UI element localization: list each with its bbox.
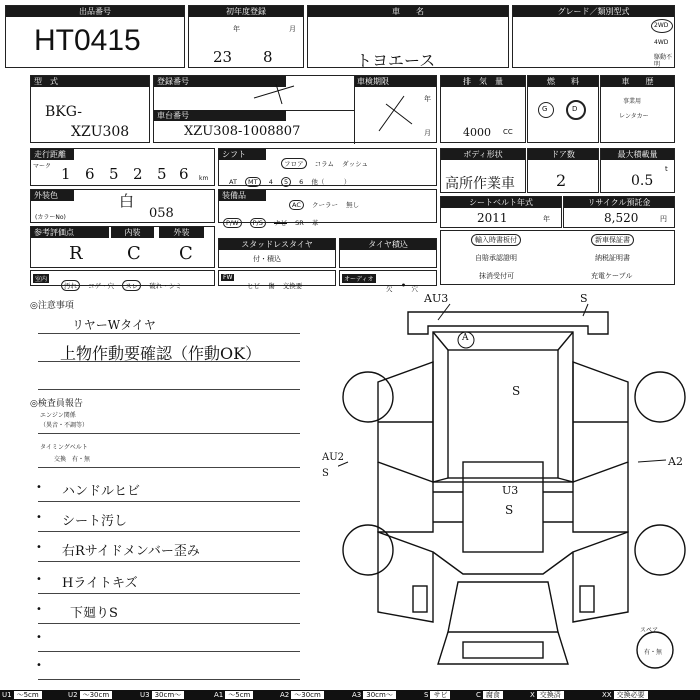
inspector-item: 下廻りS	[70, 606, 118, 621]
color-label: 外装色	[31, 190, 74, 201]
equipment-label: 装備品	[219, 190, 266, 201]
grade-label: グレード／類別型式	[513, 6, 674, 17]
first-registration-month: 8	[263, 48, 273, 66]
audio-box	[339, 270, 437, 295]
displacement-box	[440, 75, 526, 143]
interior-label: 内装	[111, 227, 154, 238]
inspector-line	[38, 622, 300, 624]
inspector-line	[38, 530, 300, 532]
evaluation-score: R	[69, 243, 83, 264]
body-type: 高所作業車	[445, 176, 515, 192]
mileage-digit: 6	[85, 165, 95, 183]
meter-mark-label: マーク	[33, 163, 52, 170]
legend-item: U1 ～5cm	[0, 690, 42, 700]
legend-item: XX 交換必要	[600, 690, 648, 700]
chassis-label: 車台番号	[154, 110, 286, 121]
documents-box	[440, 230, 675, 285]
room-burn: コゲ・穴	[88, 282, 115, 290]
notes-line1: リヤーWタイヤ	[72, 318, 156, 332]
shift-at: AT	[229, 178, 237, 186]
fw-crack: ヒビ	[247, 282, 260, 290]
equip-pw: P/W	[223, 218, 242, 228]
load: 0.5	[631, 173, 654, 189]
load-label: 最大積載量	[601, 149, 674, 160]
legend-item: U2 ～30cm	[66, 690, 112, 700]
doc-cancel: 抹消受付可	[479, 272, 514, 280]
drive-unknown: 駆動不明	[654, 54, 673, 68]
equip-leather: 革	[311, 219, 319, 227]
inspector-line	[38, 678, 300, 680]
bullet: •	[36, 482, 42, 493]
recycle-amount: 8,520	[604, 211, 639, 225]
notes-line	[38, 388, 300, 390]
displacement: 4000	[463, 126, 491, 139]
model-line2: XZU308	[71, 124, 130, 140]
body-type-box	[440, 148, 526, 193]
mileage-digit: 2	[133, 165, 143, 183]
room-dirty: 汚れ	[61, 280, 80, 291]
history-label: 車 歴	[601, 76, 674, 87]
legend-item: A3 30cm～	[350, 690, 396, 700]
km-unit: km	[199, 175, 209, 182]
seatbelt-year: 2011	[477, 211, 508, 225]
shift-5: 5	[281, 177, 291, 187]
legend-item: X 交換済	[528, 690, 564, 700]
recycle-unit: 円	[660, 215, 667, 223]
timing-label: タイミングベルト	[40, 444, 88, 451]
inspector-line	[38, 466, 300, 468]
color-box	[30, 189, 215, 223]
inspector-line	[38, 432, 300, 434]
drive-4wd: 4WD	[654, 39, 669, 46]
spare-label: スペア	[640, 627, 659, 634]
evaluation-label: 参考評価点	[31, 227, 109, 238]
exterior-label: 外装	[159, 227, 204, 238]
year-unit: 年	[233, 25, 240, 33]
legend-item: U3 30cm～	[138, 690, 184, 700]
bullet: •	[36, 542, 42, 553]
inspector-item: Hライトキズ	[62, 576, 138, 591]
legend-item: A2 ～30cm	[278, 690, 324, 700]
room-box	[30, 270, 215, 290]
mileage-digit: 5	[109, 165, 119, 183]
lot-number: HT0415	[34, 24, 141, 57]
audio-label: オーディオ	[344, 276, 374, 283]
fw-options	[247, 273, 305, 292]
registration-label: 登録番号	[154, 76, 286, 87]
equip-cooler: クーラー	[311, 201, 338, 209]
cc-unit: CC	[503, 128, 513, 136]
damage-mark-s-frame: S	[505, 503, 514, 517]
audio-options: 欠 ・穴	[386, 276, 419, 295]
room-options	[61, 273, 185, 292]
room-label: 室内	[35, 276, 48, 283]
fuel-d: D	[572, 105, 578, 113]
studless-label: スタッドレスタイヤ	[219, 239, 335, 250]
fuel-g: G	[542, 105, 548, 113]
equip-ac: AC	[289, 200, 304, 210]
body-type-label: ボディ形状	[441, 149, 525, 160]
studless-attached: 付	[253, 255, 260, 263]
exterior-score: C	[179, 243, 193, 264]
doc-charge-cable: 充電ケーブル	[591, 272, 633, 280]
audio-hole: 穴	[411, 285, 419, 293]
tire-load-label: タイヤ積込	[340, 239, 436, 250]
seatbelt-box	[440, 196, 562, 228]
room-tear: 破れ・シミ	[149, 282, 182, 290]
shift-floor: フロア	[281, 158, 307, 169]
inspection-label: 車検期限	[354, 76, 436, 87]
fw-replace: 交換要	[282, 282, 303, 290]
chassis-number: XZU308-1008807	[184, 124, 301, 139]
doors: 2	[556, 171, 567, 190]
drive-2wd: 2WD	[654, 22, 669, 29]
displacement-label: 排 気 量	[441, 76, 525, 87]
bullet: •	[36, 660, 42, 671]
legend-item: C 腐食	[474, 690, 503, 700]
recycle-label: リサイクル預託金	[564, 197, 674, 208]
bullet: •	[36, 632, 42, 643]
shift-options-row2	[229, 169, 353, 188]
equipment-row2	[223, 210, 321, 229]
shift-mt: MT	[245, 177, 261, 187]
spare-options: 有・無	[644, 649, 663, 656]
shift-other: 他（ ）	[311, 178, 351, 186]
mileage-digit: 5	[157, 165, 167, 183]
studless-options: 付・積込	[253, 255, 281, 263]
inspector-item: 右Rサイドメンバー歪み	[62, 544, 200, 559]
shift-label: シフト	[219, 149, 266, 160]
room-scratch: スレ	[122, 280, 141, 291]
doc-insurance: 自賠承認證明	[475, 254, 517, 262]
fw-label: FW	[223, 274, 233, 281]
damage-mark-s-rear: S	[580, 292, 588, 305]
inspection-year-unit: 年	[424, 95, 431, 103]
doc-tax: 納税証明書	[595, 254, 630, 262]
bullet: •	[36, 604, 42, 615]
inspector-title: ◎検査員報告	[30, 399, 83, 409]
seatbelt-year-unit: 年	[543, 215, 550, 223]
equipment-box	[218, 189, 437, 227]
model-box	[30, 75, 150, 143]
first-registration-box	[188, 5, 304, 68]
damage-mark-a: A	[462, 333, 469, 343]
damage-mark-au2: AU2	[322, 452, 345, 463]
inspector-line	[38, 500, 300, 502]
lot-number-box	[5, 5, 185, 68]
fuel-label: 燃 料	[528, 76, 598, 87]
car-name: トヨエース	[356, 51, 436, 70]
studless-loaded: 積込	[267, 255, 281, 263]
color: 白	[119, 192, 135, 210]
engine-sub: （異音・不調等）	[40, 422, 89, 429]
color-code-label: (カラーNo)	[35, 214, 66, 221]
equip-none: 無し	[346, 201, 360, 209]
damage-mark-a2: A2	[668, 455, 683, 468]
mileage-label: 走行距離	[31, 149, 74, 160]
car-name-box	[307, 5, 509, 68]
load-unit: t	[665, 165, 668, 173]
doc-warranty: 新車保証書	[591, 234, 634, 246]
first-registration-year: 23	[213, 48, 233, 66]
bullet: •	[36, 512, 42, 523]
bullet: •	[36, 574, 42, 585]
inspector-item: シート汚し	[62, 514, 128, 529]
shift-6: 6	[299, 178, 304, 186]
engine-label: エンジン関係	[40, 412, 76, 419]
timing-sub: 交換 有・無	[54, 456, 91, 463]
month-unit: 月	[289, 25, 296, 33]
mileage-digit: 6	[179, 165, 189, 183]
shift-4: 4	[268, 178, 273, 186]
mileage-digit: 1	[61, 165, 71, 183]
equip-sr: SR	[295, 219, 304, 227]
model-line1: BKG-	[45, 104, 82, 120]
equipment-row1	[289, 192, 362, 211]
shift-dash: ダッシュ	[342, 160, 368, 168]
doc-import-plate: 輸入時書板付	[471, 234, 521, 246]
history-box	[600, 75, 675, 143]
equip-navi: ナビ	[273, 219, 287, 227]
seatbelt-label: シートベルト年式	[441, 197, 561, 208]
damage-mark-au3: AU3	[424, 292, 449, 305]
shift-column: コラム	[314, 160, 335, 168]
recycle-box	[563, 196, 675, 228]
equip-ps: P/S	[250, 218, 266, 228]
mileage-box	[30, 148, 215, 186]
legend-item: S サビ	[422, 690, 450, 700]
inspection-month-unit: 月	[424, 129, 431, 137]
lot-number-label: 出品番号	[6, 6, 184, 17]
grade-box	[512, 5, 675, 68]
inspector-item: ハンドルヒビ	[62, 484, 141, 499]
legend-item: A1 ～5cm	[212, 690, 253, 700]
fw-box	[218, 270, 336, 290]
fuel-box	[527, 75, 599, 143]
shift-box	[218, 148, 437, 186]
interior-score: C	[127, 243, 141, 264]
inspector-line	[38, 560, 300, 562]
evaluation-box	[30, 226, 215, 268]
inspector-line	[38, 592, 300, 594]
damage-mark-s-bed: S	[512, 384, 521, 398]
registration-box	[153, 75, 437, 143]
tire-load-box	[339, 238, 437, 268]
doors-label: ドア数	[528, 149, 598, 160]
first-registration-label: 初年度登録	[189, 6, 303, 17]
fw-scratch: 傷	[268, 282, 275, 290]
model-label: 型 式	[31, 76, 149, 87]
damage-mark-s-left: S	[322, 468, 329, 479]
doors-box	[527, 148, 599, 193]
notes-line2: 上物作動要確認（作動OK）	[60, 344, 262, 363]
color-code: 058	[149, 206, 174, 221]
damage-mark-u3: U3	[502, 484, 519, 497]
notes-title: ◎注意事項	[30, 301, 74, 311]
history-business: 事業用	[623, 98, 642, 105]
studless-box	[218, 238, 336, 268]
audio-missing: 欠	[386, 285, 393, 293]
car-name-label: 車 名	[308, 6, 508, 17]
history-rental: レンタカー	[619, 113, 649, 120]
shift-options-row1	[281, 151, 371, 170]
load-box	[600, 148, 675, 193]
registration-cross-mark	[154, 76, 438, 144]
inspector-line	[38, 650, 300, 652]
